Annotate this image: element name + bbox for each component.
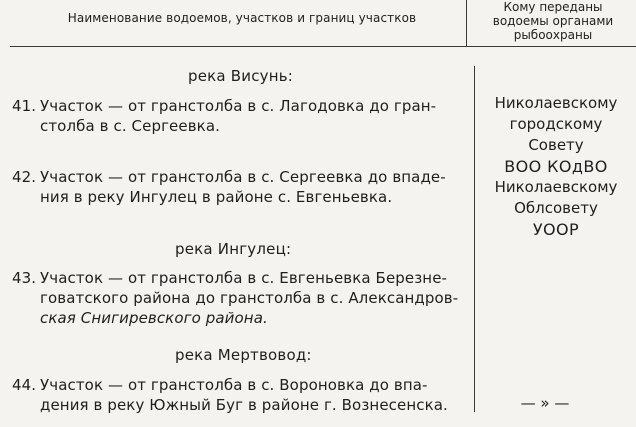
header-right-line: рыбоохраны — [513, 28, 593, 42]
recipient-line: ВОО КОдВО — [504, 157, 608, 176]
section-item-44 — [12, 375, 467, 415]
item-text-line: дения в реку Южный Буг в районе г. Вознесенска. — [40, 396, 448, 414]
item-text-line: говатского района до гранстолба в с. Александров- — [40, 289, 459, 307]
ditto-mark: — » — — [520, 394, 570, 412]
item-text-line: ния в реку Ингулец в районе с. Евгеньевка. — [40, 188, 393, 206]
recipient-line: городскому — [509, 115, 603, 133]
item-number: 42. — [12, 168, 37, 186]
header-rule — [10, 46, 636, 47]
recipient-line: УООР — [532, 220, 580, 239]
river-heading: река Висунь: — [188, 67, 294, 85]
recipients-block — [478, 93, 634, 240]
header-right-line: Кому переданы — [503, 0, 603, 14]
item-number: 44. — [12, 376, 37, 394]
item-text-line: Участок — от гранстолба в с. Сергеевка до впаде- — [40, 168, 446, 186]
recipient-line: Николаевскому — [494, 94, 618, 112]
column-header-water-bodies: Наименование водоемов, участков и границ участков — [67, 11, 417, 25]
river-heading: река Ингулец: — [175, 240, 292, 258]
recipient-line: Совету — [528, 136, 584, 154]
header-column-divider — [466, 0, 467, 46]
section-item-41 — [12, 96, 467, 136]
recipient-line: Николаевскому — [494, 178, 618, 196]
item-text-line: ская Снигиревского района. — [40, 309, 268, 327]
column-header-recipients — [470, 0, 636, 42]
item-text-line: Участок — от гранстолба в с. Евгеньевка Березне- — [40, 269, 448, 287]
recipient-line: Облсовету — [514, 199, 598, 217]
item-text-line: Участок — от гранстолба в с. Вороновка до впа- — [40, 376, 428, 394]
section-item-43 — [12, 268, 467, 328]
item-text-line: Участок — от гранстолба в с. Лагодовка до гран- — [40, 97, 437, 115]
item-number: 43. — [12, 269, 37, 287]
item-number: 41. — [12, 97, 37, 115]
column-divider — [474, 66, 475, 412]
header-right-line: водоемы органами — [492, 14, 614, 28]
river-heading: река Мертвовод: — [175, 346, 312, 364]
section-item-42 — [12, 167, 467, 207]
item-text-line: столба в с. Сергеевка. — [40, 117, 220, 135]
